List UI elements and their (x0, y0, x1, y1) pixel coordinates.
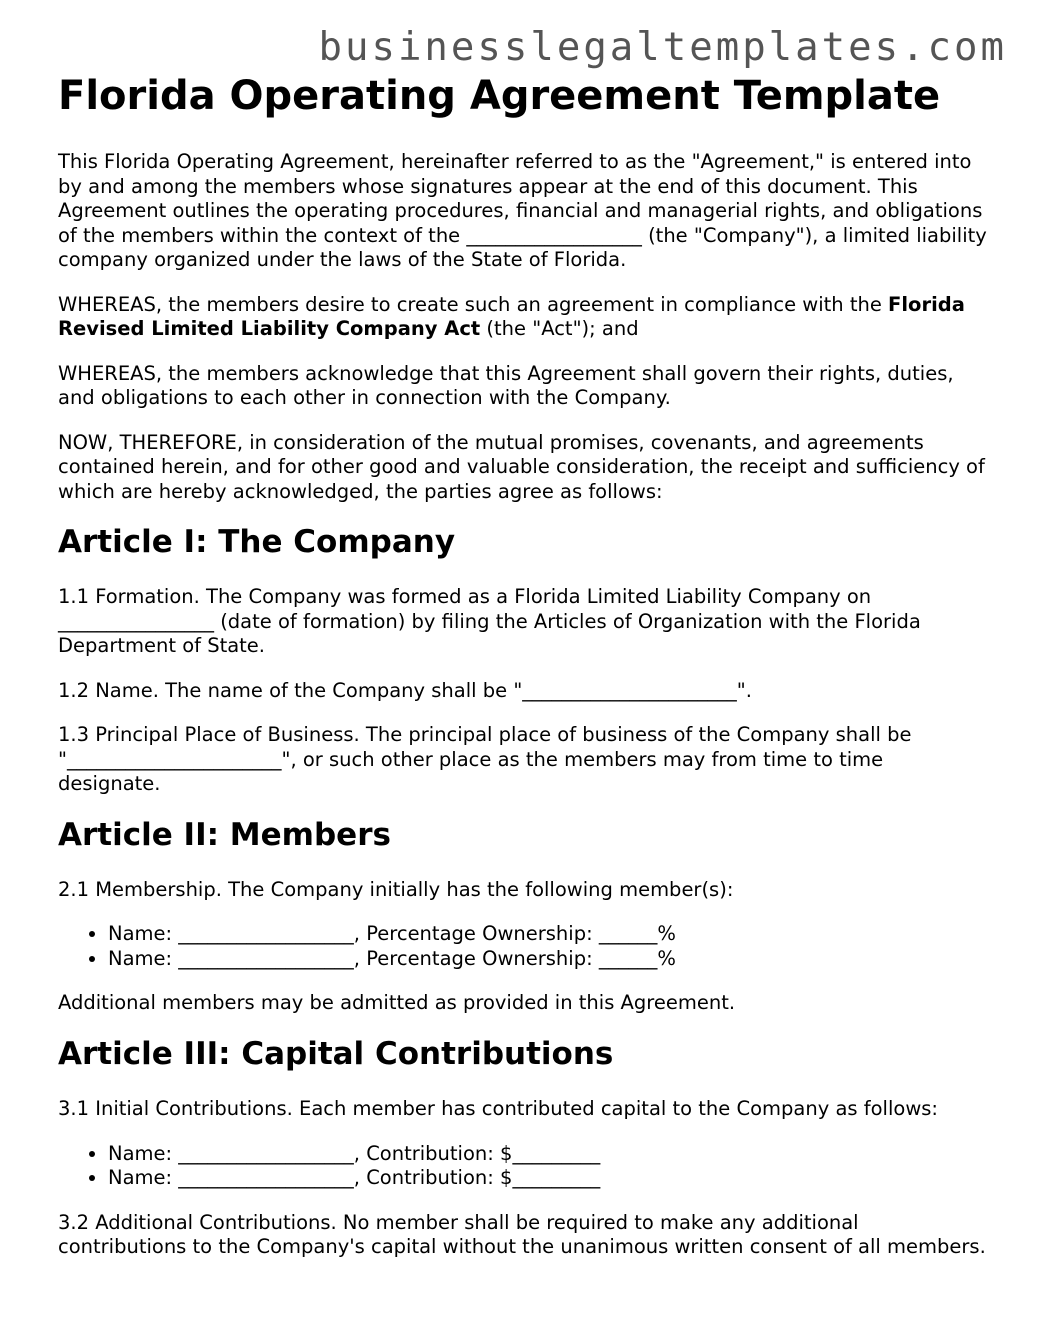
additional-members-text: Additional members may be admitted as provided in this Agreement. (58, 991, 736, 1015)
intro-paragraph: This Florida Operating Agreement, hereinafter referred to as the "Agreement," is entered into by and among the members whose signatures appear at the end of this document. This Agreement outlines the operating procedures, financial and managerial rights, and obligations of the members within the context of the __________________ (the "Company"), a limited liability company organized under the laws of the State of Florida. (58, 150, 987, 271)
document-page (58, 72, 988, 1280)
members-list (58, 922, 988, 971)
section-2-1-membership: 2.1 Membership. The Company initially has the following member(s): (58, 877, 734, 901)
article-3-heading: Article III: Capital Contributions (58, 1035, 614, 1072)
section-1-1-formation: 1.1 Formation. The Company was formed as a Florida Limited Liability Company on ________________ (date of formation) by filing the Articles of Organization with the Florida Department of State. (58, 585, 921, 658)
contributions-list (58, 1142, 988, 1191)
act-name: Florida Revised Limited Liability Company Act (58, 292, 965, 340)
whereas-govern-paragraph: WHEREAS, the members acknowledge that this Agreement shall govern their rights, duties, and obligations to each other in connection with the Company. (58, 361, 954, 409)
document-title: Florida Operating Agreement Template (58, 73, 941, 119)
section-1-3-principal-place: 1.3 Principal Place of Business. The principal place of business of the Company shall be "______________________", or such other place as the members may from time to time designate. (58, 723, 912, 796)
list-item: • Name: __________________, Contribution: $_________ (108, 1142, 988, 1167)
section-3-2-additional-contributions: 3.2 Additional Contributions. No member shall be required to make any additional contributions to the Company's capital without the unanimous written consent of all members. (58, 1210, 986, 1259)
now-therefore-paragraph: NOW, THEREFORE, in consideration of the mutual promises, covenants, and agreements contained herein, and for other good and valuable consideration, the receipt and sufficiency of which are hereby acknowledged, the parties agree as follows: (58, 430, 985, 503)
article-2-heading: Article II: Members (58, 816, 391, 853)
section-1-2-name: 1.2 Name. The name of the Company shall be "______________________". (58, 678, 752, 702)
whereas-act-paragraph (58, 293, 988, 342)
watermark: businesslegaltemplates.com (318, 25, 1007, 70)
list-item: • Name: __________________, Contribution: $_________ (108, 1166, 988, 1191)
section-3-1-initial-contributions: 3.1 Initial Contributions. Each member has contributed capital to the Company as follows: (58, 1097, 939, 1121)
list-item: • Name: __________________, Percentage Ownership: ______% (108, 922, 988, 947)
article-1-heading: Article I: The Company (58, 524, 456, 560)
whereas-act-suffix: (the "Act"); and (480, 317, 639, 340)
list-item: • Name: __________________, Percentage Ownership: ______% (108, 947, 988, 972)
whereas-act-text: WHEREAS, the members desire to create such an agreement in compliance with the (58, 292, 889, 316)
